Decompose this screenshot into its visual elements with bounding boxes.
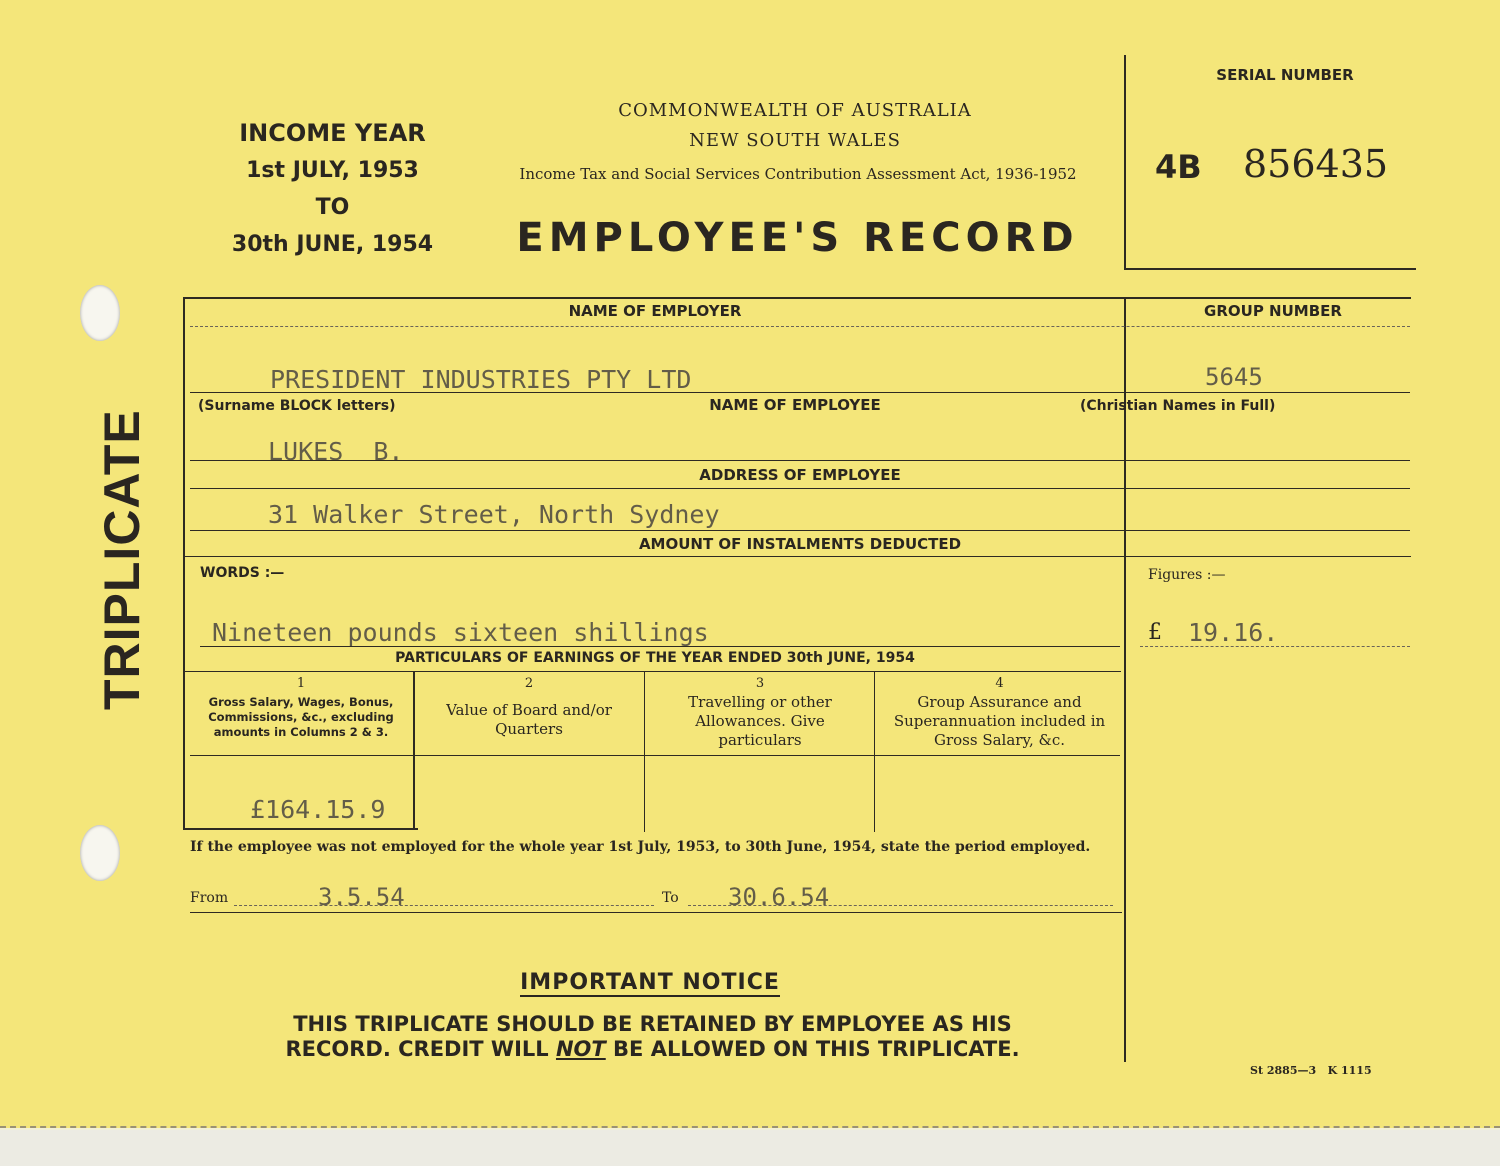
earnings-col-3-num: 3 — [755, 676, 765, 691]
frame-bottom-left — [183, 828, 418, 830]
figures-rule — [1140, 646, 1410, 647]
period-bottom-rule — [190, 912, 1122, 913]
period-to-label: To — [662, 890, 679, 906]
words-label: WORDS :— — [200, 565, 285, 581]
christian-names-hint: (Christian Names in Full) — [1080, 398, 1276, 414]
group-number-label: GROUP NUMBER — [1204, 302, 1342, 320]
earnings-title: PARTICULARS OF EARNINGS OF THE YEAR ENDED 30th JUNE, 1954 — [395, 650, 915, 666]
figures-currency: £ — [1148, 620, 1162, 645]
background-below-form — [0, 1130, 1500, 1166]
employer-head-rule — [190, 326, 1410, 327]
address-head-rule — [190, 488, 1410, 489]
address-label: ADDRESS OF EMPLOYEE — [699, 466, 901, 484]
authority-line-1: COMMONWEALTH OF AUSTRALIA — [618, 100, 972, 121]
notice-line-1: THIS TRIPLICATE SHOULD BE RETAINED BY EMPLOYEE AS HIS — [293, 1012, 1012, 1036]
instalments-head-rule — [183, 556, 1411, 557]
frame-left — [183, 297, 185, 830]
period-from-rule — [234, 905, 654, 906]
employee-label: NAME OF EMPLOYEE — [709, 396, 881, 414]
income-year-title: INCOME YEAR — [239, 119, 426, 147]
earnings-col-divider-1 — [413, 672, 415, 830]
notice-line-2-end: BE ALLOWED ON THIS TRIPLICATE. — [605, 1037, 1020, 1061]
earnings-col-4-num: 4 — [995, 676, 1004, 691]
triplicate-side-label: TRIPLICATE — [94, 409, 150, 710]
notice-title-text: IMPORTANT NOTICE — [520, 970, 780, 995]
perforation-line — [0, 1126, 1500, 1128]
period-to-value: 30.6.54 — [728, 883, 830, 911]
income-year-to: 30th JUNE, 1954 — [231, 232, 434, 257]
figures-label: Figures :— — [1148, 567, 1226, 583]
surname-hint: (Surname BLOCK letters) — [198, 398, 396, 414]
authority-line-2: NEW SOUTH WALES — [689, 130, 901, 151]
earnings-col-1 — [190, 676, 412, 740]
income-year-to-word: TO — [315, 195, 350, 220]
figures-value: 19.16. — [1188, 618, 1279, 647]
employee-row-rule — [190, 460, 1410, 461]
notice-title — [440, 970, 860, 995]
punch-hole-bottom — [80, 825, 120, 881]
employer-row-rule — [190, 392, 1410, 393]
income-year-block — [205, 115, 460, 263]
earnings-col-2-num: 2 — [524, 676, 534, 691]
notice-not-emphasis: NOT — [555, 1037, 606, 1061]
serial-label: SERIAL NUMBER — [1216, 66, 1354, 84]
address-value: 31 Walker Street, North Sydney — [268, 500, 720, 529]
serial-box-bottom — [1124, 268, 1416, 270]
earnings-col-1-value: £164.15.9 — [250, 795, 386, 824]
earnings-col-1-text: Gross Salary, Wages, Bonus, Commissions, &c., excluding amounts in Columns 2 & 3. — [208, 695, 394, 739]
words-value: Nineteen pounds sixteen shillings — [212, 618, 709, 647]
earnings-col-3-text: Travelling or other Allowances. Give particulars — [688, 693, 832, 749]
earnings-col-rule — [190, 755, 1120, 756]
group-number-value: 5645 — [1205, 363, 1263, 391]
form-code: St 2885—3 K 1115 — [1250, 1064, 1372, 1077]
period-note: If the employee was not employed for the whole year 1st July, 1953, to 30th June, 1954, state the period employed. — [190, 839, 1091, 855]
notice-line-2 — [200, 1037, 1105, 1061]
earnings-col-3 — [647, 676, 873, 750]
words-rule — [200, 646, 1120, 647]
frame-top — [183, 297, 1411, 299]
earnings-col-divider-3 — [874, 672, 875, 832]
earnings-col-2 — [416, 676, 642, 739]
earnings-col-2-text: Value of Board and/or Quarters — [446, 701, 612, 738]
notice-line-2-start: RECORD. CREDIT WILL — [285, 1037, 556, 1061]
serial-box-left — [1124, 55, 1126, 270]
employee-value: LUKES B. — [268, 437, 404, 466]
employer-value: PRESIDENT INDUSTRIES PTY LTD — [270, 365, 692, 394]
serial-prefix: 4B — [1155, 148, 1202, 186]
period-from-label: From — [190, 890, 229, 906]
earnings-col-4 — [877, 676, 1122, 750]
address-row-rule — [190, 530, 1410, 531]
act-reference: Income Tax and Social Services Contribution Assessment Act, 1936-1952 — [519, 165, 1077, 183]
instalments-label: AMOUNT OF INSTALMENTS DEDUCTED — [638, 535, 962, 553]
period-from-value: 3.5.54 — [318, 883, 405, 911]
earnings-col-divider-2 — [644, 672, 645, 832]
form-title: EMPLOYEE'S RECORD — [516, 215, 1079, 261]
earnings-col-4-text: Group Assurance and Superannuation included in Gross Salary, &c. — [893, 693, 1106, 749]
earnings-head-rule — [183, 671, 1121, 672]
income-year-from: 1st JULY, 1953 — [246, 158, 419, 183]
earnings-col-1-num: 1 — [296, 676, 306, 691]
serial-number: 856435 — [1243, 142, 1389, 186]
employer-label: NAME OF EMPLOYER — [568, 302, 742, 320]
punch-hole-top — [80, 285, 120, 341]
